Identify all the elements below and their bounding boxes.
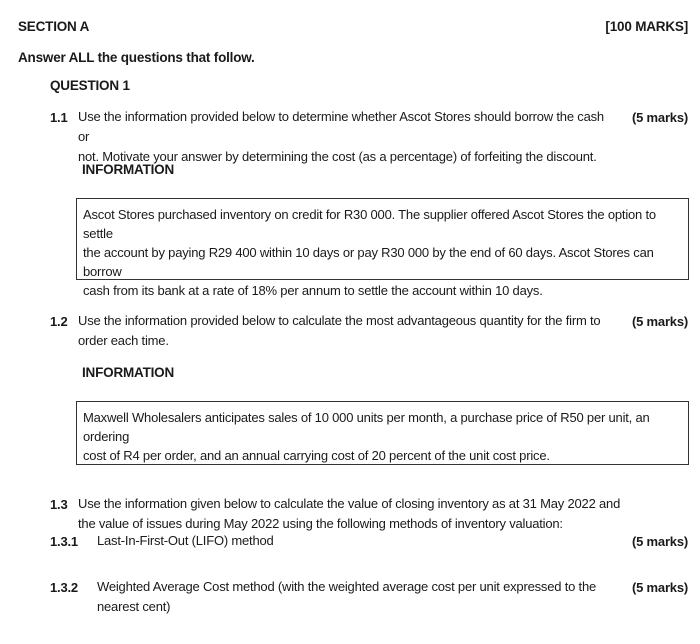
- question-1-1-info-line-2: the account by paying R29 400 within 10 days or pay R30 000 by the end of 60 days. Ascot Stores can borrow: [83, 245, 654, 279]
- question-1-1-marks: (5 marks): [631, 110, 688, 125]
- question-1-2-info-box: [76, 401, 689, 465]
- question-1-2-number: 1.2: [50, 314, 68, 329]
- question-1-1-info-box: [76, 198, 689, 298]
- question-1-2-info-line-2: cost of R4 per order, and an annual carrying cost of 20 percent of the unit cost price.: [83, 448, 550, 463]
- question-1-2-marks: (5 marks): [631, 314, 688, 329]
- question-1-1-line-1: Use the information provided below to determine whether Ascot Stores should borrow the cash or: [78, 109, 604, 144]
- question-1-3-line-1: Use the information given below to calculate the value of closing inventory as at 31 May 2022 and: [78, 496, 621, 511]
- question-1-3-1-text: Last-In-First-Out (LIFO) method: [97, 533, 274, 548]
- question-1-3-text: [78, 494, 638, 534]
- question-1-3-1-number: 1.3.1: [50, 534, 78, 549]
- question-title: QUESTION 1: [50, 78, 130, 93]
- question-1-3-line-2: the value of issues during May 2022 using the following methods of inventory valuation:: [78, 516, 563, 531]
- question-1-1-info-line-1: Ascot Stores purchased inventory on credit for R30 000. The supplier offered Ascot Stores the option to settle: [83, 207, 656, 241]
- question-1-1-number: 1.1: [50, 110, 68, 125]
- question-1-2-text: [78, 311, 618, 351]
- question-1-1-info-line-3: cash from its bank at a rate of 18% per annum to settle the account within 10 days.: [83, 283, 543, 298]
- question-1-3-2-number: 1.3.2: [50, 580, 78, 595]
- question-1-3-2-text: [97, 577, 617, 617]
- question-1-1-info-heading: INFORMATION: [82, 162, 175, 177]
- section-total-marks: [100 MARKS]: [605, 19, 688, 34]
- section-title: SECTION A: [18, 19, 90, 34]
- question-1-3-2-line-2: nearest cent): [97, 599, 171, 614]
- question-1-1-line-2: not. Motivate your answer by determining the cost (as a percentage) of forfeiting the discount.: [78, 149, 597, 164]
- question-1-1-text: [78, 107, 618, 167]
- question-1-3-2-marks: (5 marks): [631, 580, 688, 595]
- question-1-2-info-line-1: Maxwell Wholesalers anticipates sales of 10 000 units per month, a purchase price of R50 per unit, an ordering: [83, 410, 650, 444]
- question-1-3-1-marks: (5 marks): [631, 534, 688, 549]
- question-1-2-line-2: order each time.: [78, 333, 169, 348]
- question-1-3-number: 1.3: [50, 497, 68, 512]
- question-1-2-line-1: Use the information provided below to calculate the most advantageous quantity for the firm to: [78, 313, 601, 328]
- question-1-3-2-line-1: Weighted Average Cost method (with the weighted average cost per unit expressed to the: [97, 579, 597, 594]
- question-1-2-info-heading: INFORMATION: [82, 365, 175, 380]
- section-instruction: Answer ALL the questions that follow.: [18, 50, 255, 65]
